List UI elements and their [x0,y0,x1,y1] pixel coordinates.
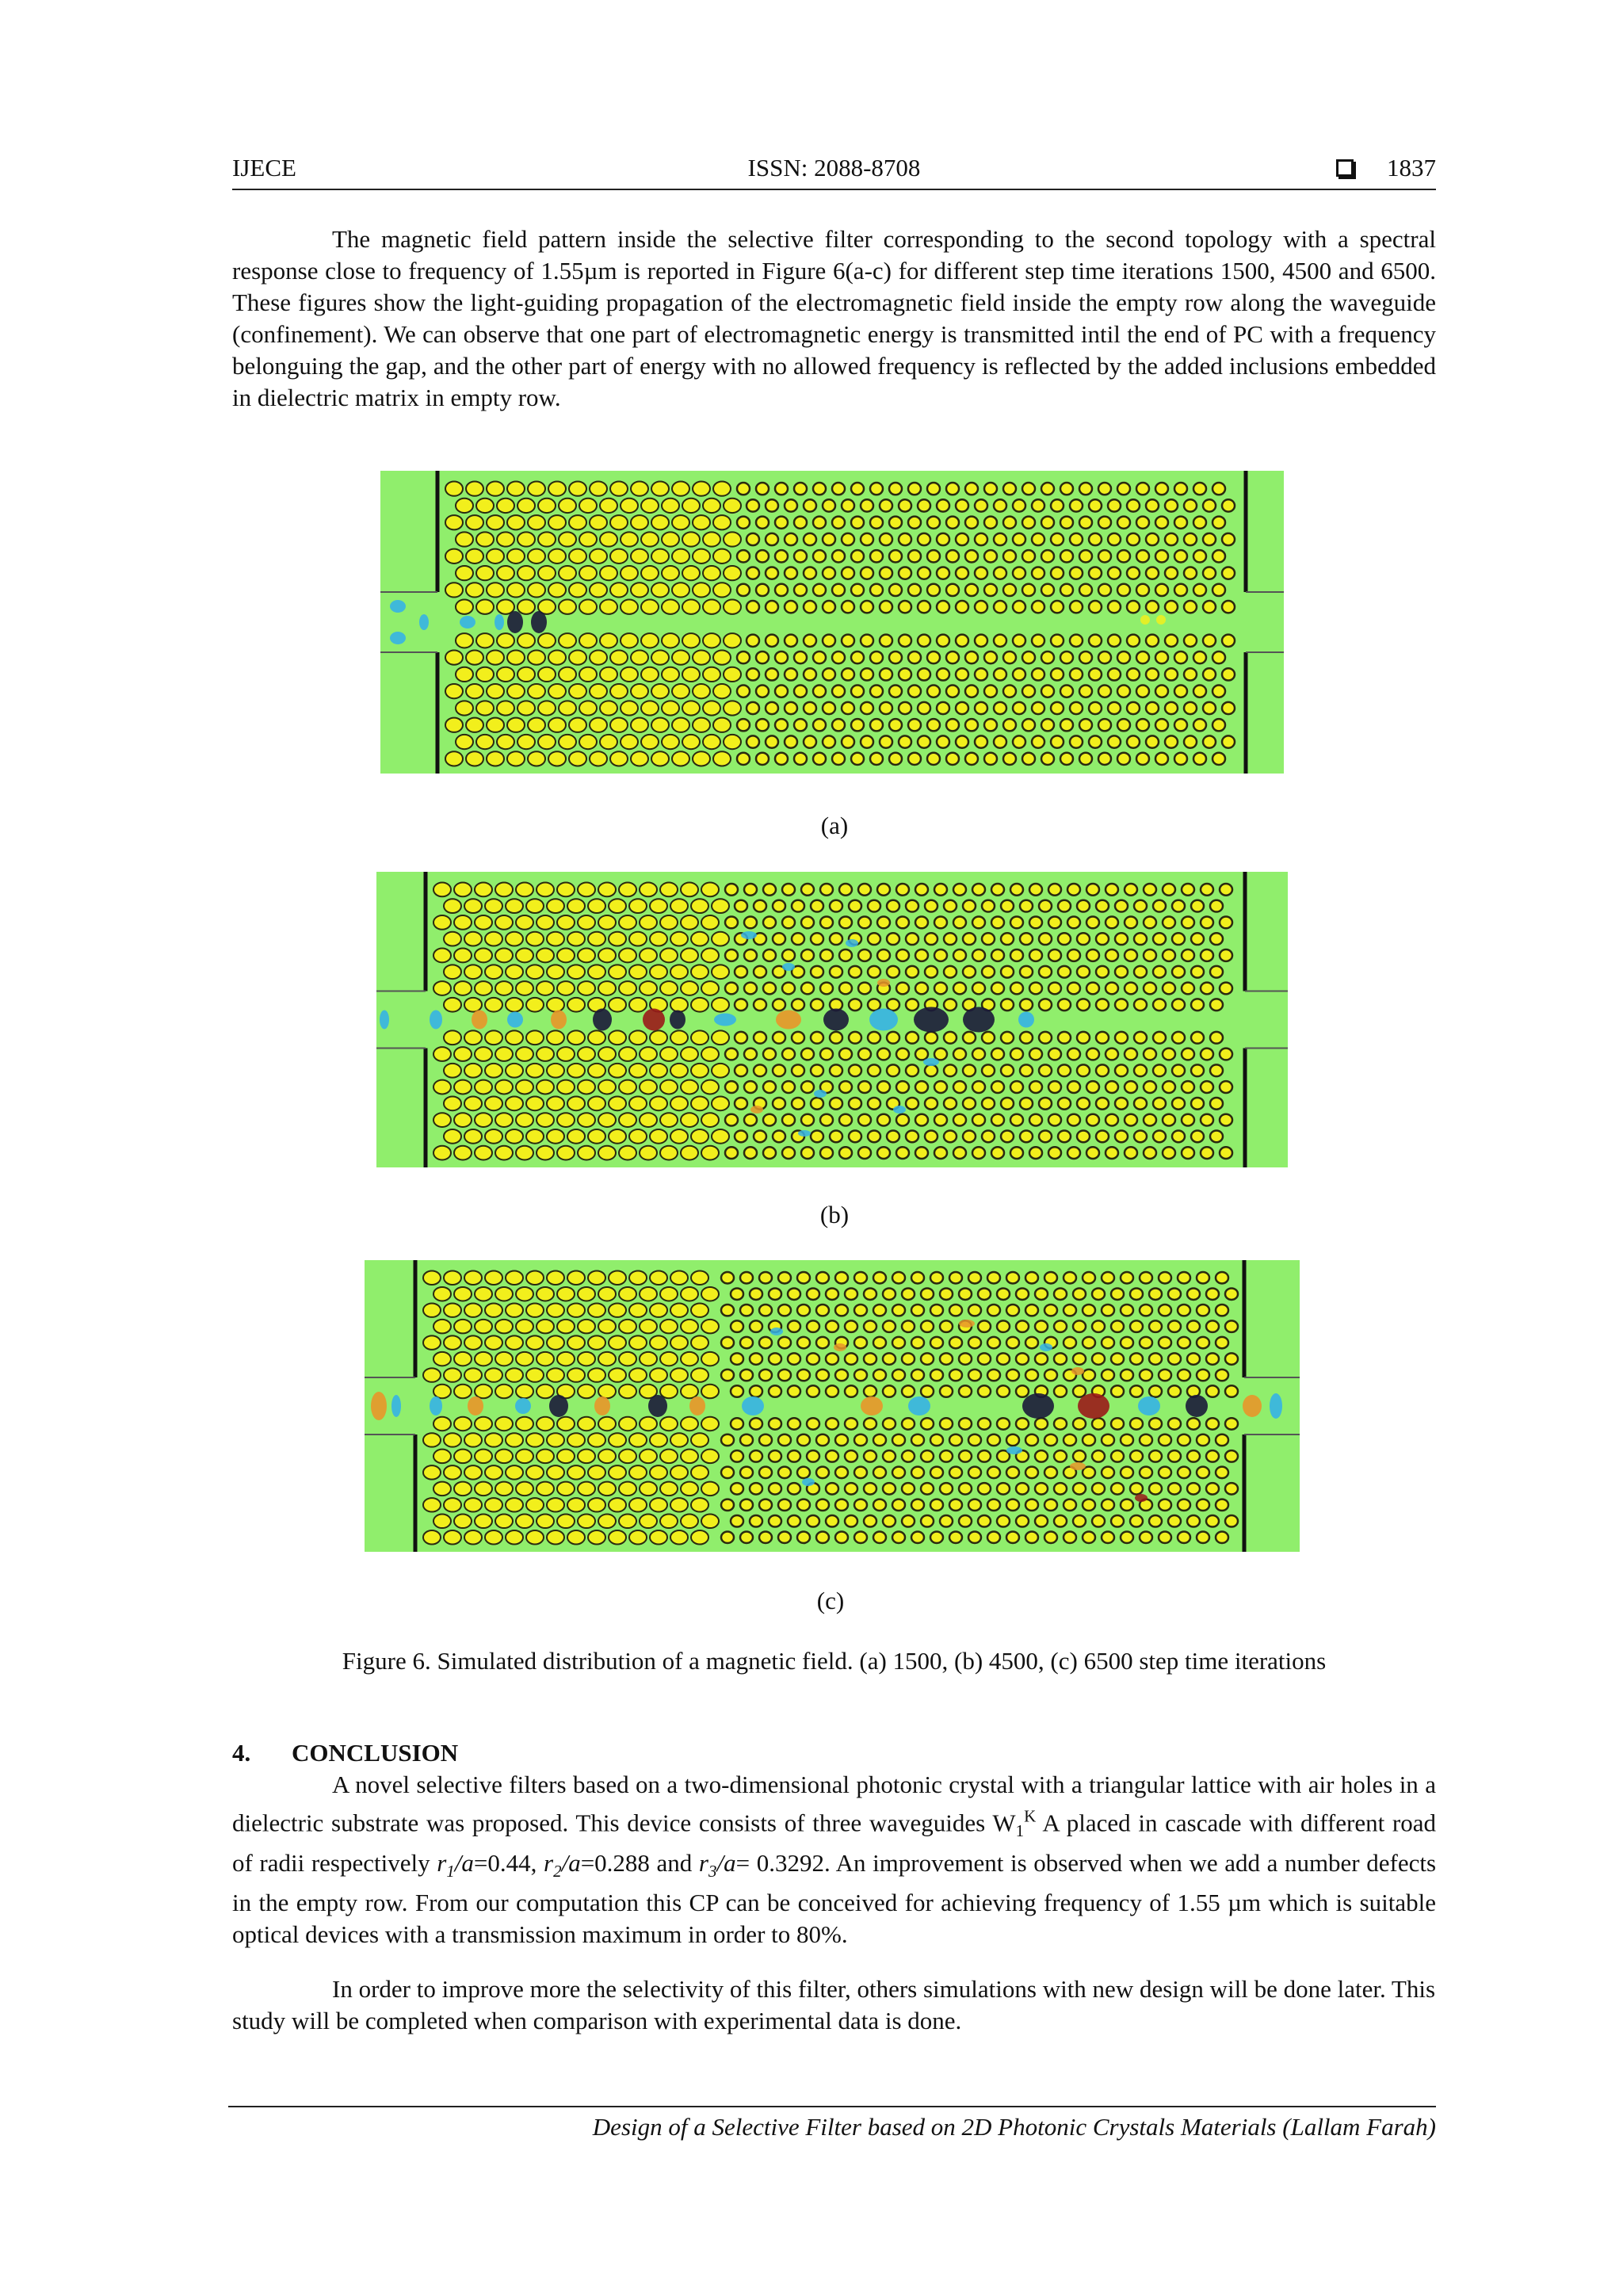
footer-rule [228,2106,1436,2107]
figure-6b-label: (b) [819,1201,850,1228]
r3-subscript: 3 [708,1861,717,1881]
fig-a-field-plot [380,471,1284,774]
fig-c-field-plot [365,1260,1300,1552]
conclusion-text-1: A novel selective filters based on a two-dimensional photonic crystal with a triangular lattice with air holes in a dielectric substrate was proposed. This device consists of three waveguides W [232,1771,1436,1837]
page-number-group [1336,152,1436,184]
figure-6c-label: (c) [816,1587,845,1614]
section-title: CONCLUSION [292,1739,459,1767]
r1-value: =0.44, [473,1848,544,1877]
w-sub: $_1^K$ [1015,1807,1037,1841]
conclusion-text-2: A placed in cascade with different road of radii respectively [232,1809,1436,1877]
section-heading [232,1737,458,1769]
r2-subscript: 2 [553,1861,562,1881]
r3-ratio: /a [716,1848,736,1877]
figure-6a [380,471,1284,774]
conclusion-text-3: In order to improve more the selectivity of this filter, others simulations with new design will be done later. This study will be completed when comparison with experimental data is done. [232,1975,1436,2034]
r2-ratio: /a [561,1848,581,1877]
page-header [232,152,1436,190]
r3-value: = 0.3292. An improvement is observed when we add a number defects in the empty row. From our computation this CP can be conceived for achieving frequency of 1.55 µm which is suitable optical devices with a transmission maximum in order to 80%. [232,1848,1437,1948]
fig-b-field-plot [376,872,1288,1167]
r1-subscript: 1 [446,1861,455,1881]
conclusion-paragraph-1 [232,1769,1436,1950]
page-number: 1837 [1387,154,1436,181]
figure-6b [376,872,1288,1167]
figure-caption: Figure 6. Simulated distribution of a magnetic field. (a) 1500, (b) 4500, (c) 6500 step time iterations [342,1647,1327,1675]
conclusion-paragraph-2 [232,1973,1436,2037]
section-number: 4. [232,1739,251,1767]
footer-running-title: Design of a Selective Filter based on 2D Photonic Crystals Materials (Lallam Farah) [592,2113,1436,2141]
r3-symbol: r [698,1848,708,1877]
r1-ratio: /a [454,1848,474,1877]
intro-paragraph-text: The magnetic field pattern inside the selective filter corresponding to the second topology with a spectral response close to frequency of 1.55µm is reported in Figure 6(a-c) for different step time iterations 1500, 4500 and 6500. These figures show the light-guiding propagation of the electromagnetic field inside the empty row along the waveguide (confinement). We can observe that one part of electromagnetic energy is transmitted intil the end of PC with a frequency belonguing the gap, and the other part of energy with no allowed frequency is reflected by the added inclusions embedded in dielectric matrix in empty row. [232,225,1436,411]
r2-value: =0.288 and [580,1848,699,1877]
square-bullet-icon [1336,159,1354,177]
figure-6a-label: (a) [820,812,849,839]
figure-6c [365,1260,1300,1552]
journal-name: IJECE [232,154,296,181]
issn: ISSN: 2088-8708 [747,154,921,181]
intro-paragraph [232,223,1436,414]
r2-symbol: r [544,1848,554,1877]
r1-symbol: r [437,1848,447,1877]
